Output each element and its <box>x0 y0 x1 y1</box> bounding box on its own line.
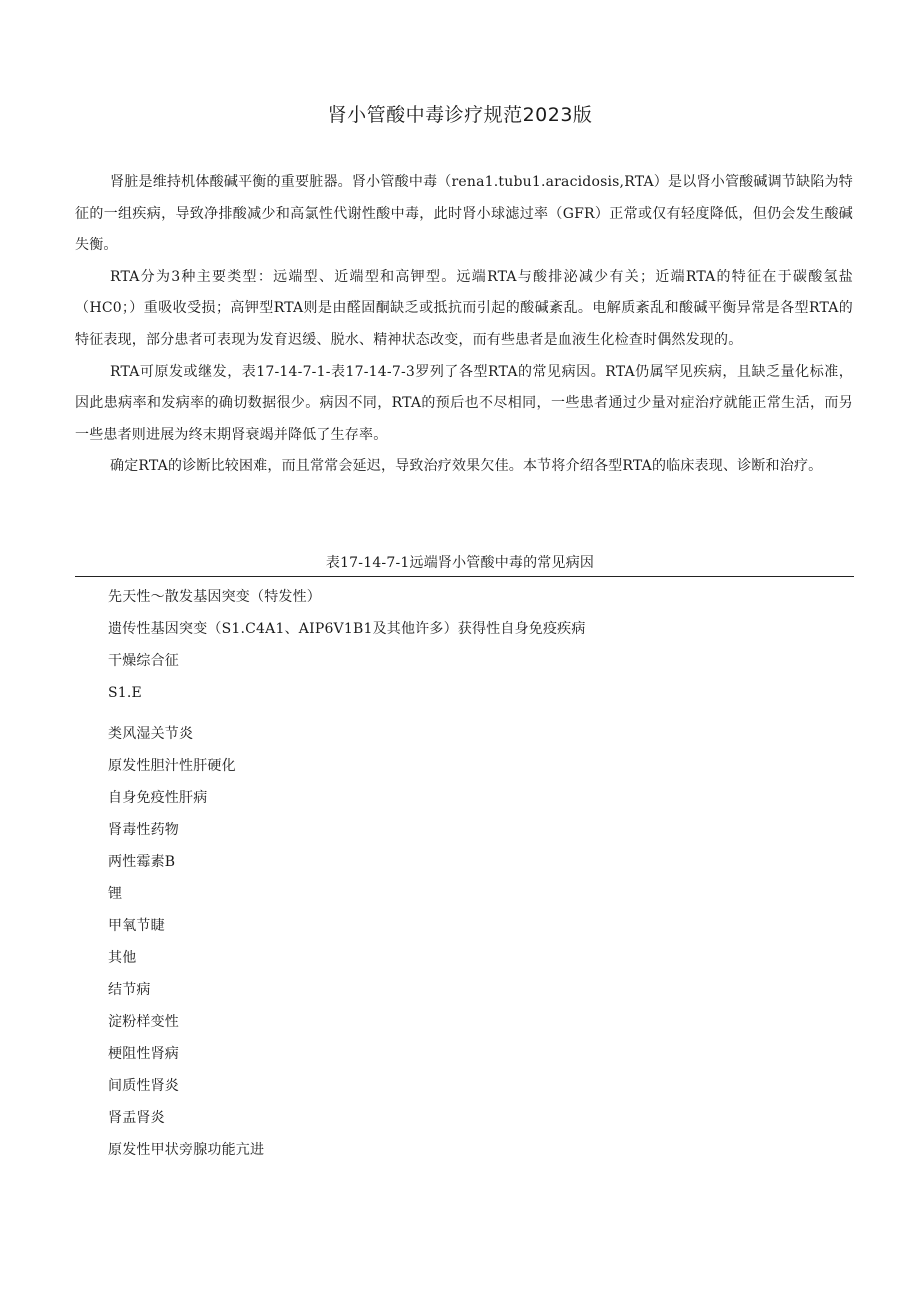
list-item: 遗传性基因突变（S1.C4A1、AIP6V1B1及其他许多）获得性自身免疫疾病 <box>108 621 586 637</box>
list-item: 肾盂肾炎 <box>108 1110 165 1126</box>
table-top-rule <box>75 576 854 577</box>
list-item: 梗阻性肾病 <box>108 1046 179 1062</box>
list-item: S1.E <box>108 685 142 701</box>
body-text <box>75 167 853 483</box>
paragraph-causes: RTA可原发或继发，表17-14-7-1-表17-14-7-3罗列了各型RTA的常见病因。RTA仍属罕见疾病，且缺乏量化标准，因此患病率和发病率的确切数据很少。病因不同，RTA的预后也不尽相同，一些患者通过少量对症治疗就能正常生活，而另一些患者则进展为终末期肾衰竭并降低了生存率。 <box>75 363 853 443</box>
paragraph-diagnosis: 确定RTA的诊断比较困难，而且常常会延迟，导致治疗效果欠佳。本节将介绍各型RTA的临床表现、诊断和治疗。 <box>110 458 823 475</box>
list-item: 先天性～散发基因突变（特发性） <box>108 589 321 605</box>
list-item: 淀粉样变性 <box>108 1014 179 1030</box>
list-item: 类风湿关节炎 <box>108 726 194 742</box>
list-item: 原发性胆汁性肝硬化 <box>108 758 236 774</box>
list-item: 间质性肾炎 <box>108 1078 179 1094</box>
list-item: 干燥综合征 <box>108 653 179 669</box>
paragraph-types: RTA分为3种主要类型：远端型、近端型和高钾型。远端RTA与酸排泌减少有关；近端RTA的特征在于碳酸氢盐（HC0；）重吸收受损；高钾型RTA则是由醛固酮缺乏或抵抗而引起的酸碱紊乱。电解质紊乱和酸碱平衡异常是各型RTA的特征表现，部分患者可表现为发育迟缓、脱水、精神状态改变，而有些患者是血液生化检查时偶然发现的。 <box>75 268 853 348</box>
list-item: 锂 <box>108 886 123 902</box>
cause-list <box>108 583 848 1168</box>
table-caption: 表17-14-7-1远端肾小管酸中毒的常见病因 <box>325 555 595 571</box>
list-item: 其他 <box>108 950 137 966</box>
list-item: 自身免疫性肝病 <box>108 790 208 806</box>
paragraph-intro: 肾脏是维持机体酸碱平衡的重要脏器。肾小管酸中毒（rena1.tubu1.aracidosis,RTA）是以肾小管酸碱调节缺陷为特征的一组疾病，导致净排酸减少和高氯性代谢性酸中毒，此时肾小球滤过率（GFR）正常或仅有轻度降低，但仍会发生酸碱失衡。 <box>75 174 853 254</box>
list-item: 原发性甲状旁腺功能亢进 <box>108 1142 265 1158</box>
document-title: 肾小管酸中毒诊疗规范2023版 <box>327 104 593 126</box>
list-item: 甲氧节睫 <box>108 918 165 934</box>
list-item: 肾毒性药物 <box>108 822 179 838</box>
list-item: 结节病 <box>108 982 151 998</box>
list-item: 两性霉素B <box>108 854 176 870</box>
